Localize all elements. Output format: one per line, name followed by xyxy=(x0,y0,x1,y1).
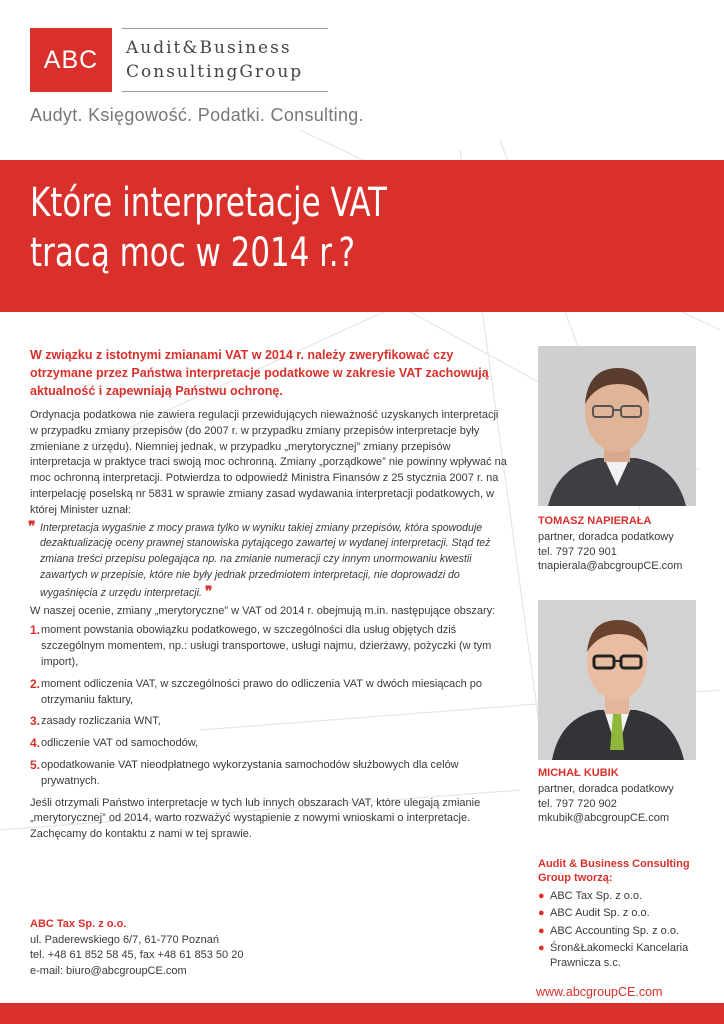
logo-text: ABC xyxy=(43,45,99,74)
bullet-dot-icon: ● xyxy=(538,907,545,920)
list-item xyxy=(30,677,508,709)
contact-phone: tel. 797 720 902 xyxy=(538,797,617,810)
contact-name: MICHAŁ KUBIK xyxy=(538,767,619,779)
company-name xyxy=(126,36,326,84)
list-item xyxy=(538,924,718,938)
list-item-text: zasady rozliczania WNT, xyxy=(41,715,161,728)
group-list xyxy=(538,889,718,970)
list-item xyxy=(30,758,508,790)
address-street: ul. Paderewskiego 6/7, 61-770 Poznań xyxy=(30,933,219,946)
company-name-line2: ConsultingGroup xyxy=(126,62,304,82)
group-member: Śron&Łakomecki Kancelaria Prawnicza s.c. xyxy=(550,942,689,969)
list-item-number: 3. xyxy=(30,714,41,729)
tagline: Audyt. Księgowość. Podatki. Consulting. xyxy=(30,105,364,125)
list-item-number: 2. xyxy=(30,676,41,691)
list-item xyxy=(30,714,508,730)
article-intro: Ordynacja podatkowa nie zawiera regulacji przewidujących nieważność uzyskanych interpretacji w przypadku zmiany przepisów (do 2007 r. w przypadku zmiany przepisów interpretacje były zmieniane z urzędu). Niemniej jednak, w przypadku „merytorycznej” zmiany przepisów interpretacja w praktyce traci swoją moc ochronną. Zmiany „porządkowe” nie powinny wpływać na moc ochronną interpretacji. Potwierdza to odpowiedź Ministra Finansów z 25 stycznia 2007 r. na interpelację poselską nr 5831 w sprawie zmiany zasad wydawania interpretacji podatkowych, w której Minister uznał: xyxy=(30,409,507,516)
company-name-line1: Audit&Business xyxy=(126,38,292,58)
contact-kubik xyxy=(538,766,708,826)
website-link[interactable]: www.abcgroupCE.com xyxy=(536,985,663,999)
address-phone: tel. +48 61 852 58 45, fax +48 61 853 50 20 xyxy=(30,949,244,962)
portrait-photo-napierala xyxy=(538,346,696,506)
list-item-text: odliczenie VAT od samochodów, xyxy=(41,737,199,750)
list-item xyxy=(538,906,718,920)
contact-role: partner, doradca podatkowy xyxy=(538,531,674,544)
logo-badge xyxy=(30,28,112,92)
group-title: Audit & Business Consulting Group tworzą: xyxy=(538,858,690,884)
logo-rule-top xyxy=(122,28,328,29)
article-quote xyxy=(28,517,508,602)
group-member: ABC Audit Sp. z o.o. xyxy=(550,907,650,920)
address-company: ABC Tax Sp. z o.o. xyxy=(30,918,127,930)
portrait-illustration xyxy=(538,346,696,506)
group-member: ABC Accounting Sp. z o.o. xyxy=(550,924,680,937)
list-item-number: 5. xyxy=(30,757,41,772)
list-item-number: 4. xyxy=(30,736,41,751)
contact-email[interactable]: tnapierala@abcgroupCE.com xyxy=(538,560,683,573)
contact-name: TOMASZ NAPIERAŁA xyxy=(538,515,652,527)
article-quote-text: Interpretacja wygaśnie z mocy prawa tylko w wyniku takiej zmiany przepisów, która spowoduje dezaktualizację oceny prawnej stanowiska pytającego zawartej w wydanej interpretacji. Stąd też zmiana treści przepisu polegająca np. na zmianie numeracji czy innym unormowaniu kwestii zawartych w przepisie, które nie były jednak przedmiotem interpretacji, nie doprowadzi do wygaśnięcia z urzędu interpretacji. xyxy=(40,521,491,599)
page-title-line1: Które interpretacje VAT xyxy=(30,180,387,226)
quote-open-icon: ❞ xyxy=(28,517,36,534)
portrait-illustration xyxy=(538,600,696,760)
contact-role: partner, doradca podatkowy xyxy=(538,783,674,796)
article-lead: W związku z istotnymi zmianami VAT w 2014 r. należy zweryfikować czy otrzymane przez Państwa interpretacje podatkowe w zakresie VAT zachowują aktualność i zapewniają Państwu ochronę. xyxy=(30,348,489,398)
list-item-text: opodatkowanie VAT nieodpłatnego wykorzystania samochodów służbowych dla celów prywatnych. xyxy=(41,758,459,787)
quote-close-icon: ❞ xyxy=(204,582,213,599)
list-item-text: moment odliczenia VAT, w szczególności prawo do odliczenia VAT w dwóch miesiącach po otrzymaniu faktury, xyxy=(41,677,483,706)
article-closing: Jeśli otrzymali Państwo interpretacje w tych lub innych obszarach VAT, które ulegają zmianie „merytorycznej” od 2014, warto rozważyć wystąpienie z nowymi wnioskami o interpretacje. Zachęcamy do kontaktu z nami w tej sprawie. xyxy=(30,796,481,841)
bullet-dot-icon: ● xyxy=(538,942,545,955)
address-email[interactable]: e-mail: biuro@abcgroupCE.com xyxy=(30,964,187,977)
bullet-dot-icon: ● xyxy=(538,890,545,902)
logo-rule-bottom xyxy=(122,91,328,92)
list-item-number: 1. xyxy=(30,623,41,638)
article xyxy=(30,346,508,843)
company-address xyxy=(30,917,330,979)
bullet-dot-icon: ● xyxy=(538,924,545,937)
footer-bar xyxy=(0,1003,724,1024)
list-item-text: moment powstania obowiązku podatkowego, w szczególności dla usług objętych dziś szczególnym momentem, np.: usługi transportowe, usługi najmu, dzierżawy, pożyczki (w tym import), xyxy=(41,624,492,668)
list-item xyxy=(30,736,508,752)
list-item xyxy=(538,889,718,903)
contact-napierala xyxy=(538,514,708,574)
group-member: ABC Tax Sp. z o.o. xyxy=(550,890,643,902)
article-list-intro: W naszej ocenie, zmiany „merytoryczne” w VAT od 2014 r. obejmują m.in. następujące obszary: xyxy=(30,604,496,617)
page-title xyxy=(30,178,512,278)
group-members xyxy=(538,857,718,973)
contact-phone: tel. 797 720 901 xyxy=(538,545,617,558)
portrait-photo-kubik xyxy=(538,600,696,760)
contact-email[interactable]: mkubik@abcgroupCE.com xyxy=(538,812,669,825)
list-item xyxy=(30,623,508,670)
list-item xyxy=(538,941,718,970)
article-list xyxy=(30,623,508,789)
page-title-line2: tracą moc w 2014 r.? xyxy=(30,230,356,276)
